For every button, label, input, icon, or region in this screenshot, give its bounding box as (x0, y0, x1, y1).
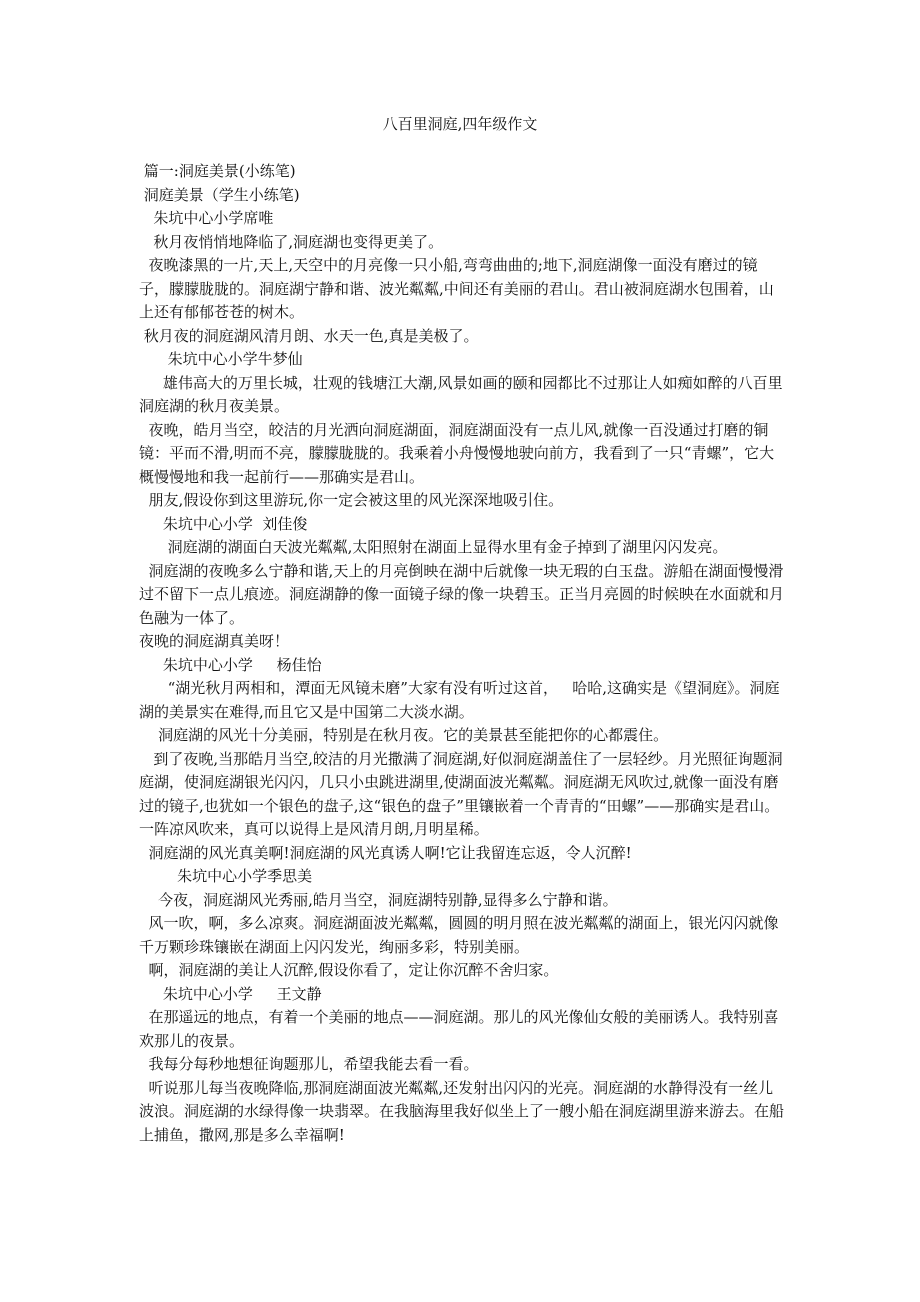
paragraph: 夜晚的洞庭湖真美呀！ (139, 632, 290, 650)
paragraph: 洞庭湖的夜晚多么宁静和谐,天上的月亮倒映在湖中后就像一块无瑕的白玉盘。游船在湖面慢慢滑过不留下一点儿痕迹。洞庭湖静的像一面镜子绿的像一块碧玉。正当月亮圆的时候映在水面就和月色融为一体了。 (139, 561, 785, 627)
paragraph: 篇一:洞庭美景(小练笔) (139, 162, 296, 180)
paragraph: 在那遥远的地点，有着一个美丽的地点——洞庭湖。那儿的风光像仙女般的美丽诱人。我特别喜欢那儿的夜景。 (139, 1008, 779, 1050)
paragraph: 秋月夜悄悄地降临了,洞庭湖也变得更美了。 (139, 232, 444, 251)
paragraph: 朋友,假设你到这里游玩,你一定会被这里的风光深深地吸引住。 (139, 491, 564, 509)
paragraph: “湖光秋月两相和，潭面无风镜未磨”大家有没有听过这首， 哈哈,这确实是《望洞庭》。洞庭湖的美景实在难得,而且它又是中国第二大淡水湖。 (139, 679, 780, 721)
paragraph: 朱坑中心小学 刘佳俊 (139, 514, 308, 533)
paragraph: 风一吹，啊，多么凉爽。洞庭湖面波光粼粼，圆圆的明月照在波光粼粼的湖面上，银光闪闪就像千万颗珍珠镶嵌在湖面上闪闪发光，绚丽多彩，特别美丽。 (139, 914, 779, 956)
paragraph: 朱坑中心小学 王文静 (139, 984, 322, 1003)
paragraph: 秋月夜的洞庭湖风清月朗、水天一色,真是美极了。 (139, 326, 479, 345)
paragraph: 洞庭湖的风光十分美丽，特别是在秋月夜。它的美景甚至能把你的心都震住。 (139, 726, 669, 744)
paragraph: 朱坑中心小学席唯 (139, 209, 274, 227)
paragraph: 朱坑中心小学季思美 (139, 867, 313, 885)
paragraph: 我每分每秒地想征询题那儿，希望我能去看一看。 (139, 1055, 479, 1073)
paragraph: 啊，洞庭湖的美让人沉醉,假设你看了，定让你沉醉不舍归家。 (139, 961, 559, 979)
paragraph: 到了夜晚,当那皓月当空,皎洁的月光撒满了洞庭湖,好似洞庭湖盖住了一层轻纱。月光照征询题洞庭湖，使洞庭湖银光闪闪，几只小虫跳进湖里,使湖面波光粼粼。洞庭湖无风吹过,就像一面没有磨过的镜子,也犹如一个银色的盘子,这“银色的盘子”里镶嵌着一个青青的“田螺”——那确实是君山。一阵凉风吹来，真可以说得上是风清月朗,月明星稀。 (139, 749, 783, 838)
paragraph: 雄伟高大的万里长城，壮观的钱塘江大潮,风景如画的颐和园都比不过那让人如痴如醉的八百里洞庭湖的秋月夜美景。 (139, 373, 783, 415)
document-body (139, 160, 787, 1147)
paragraph: 洞庭湖的湖面白天波光粼粼,太阳照射在湖面上显得水里有金子掉到了湖里闪闪发亮。 (139, 538, 728, 556)
paragraph: 朱坑中心小学 杨佳怡 (139, 655, 322, 674)
paragraph: 朱坑中心小学牛梦仙 (139, 350, 303, 368)
paragraph: 洞庭美景（学生小练笔) (139, 185, 300, 204)
paragraph: 洞庭湖的风光真美啊!洞庭湖的风光真诱人啊!它让我留连忘返，令人沉醉! (139, 843, 632, 862)
paragraph: 今夜，洞庭湖风光秀丽,皓月当空，洞庭湖特别静,显得多么宁静和谐。 (139, 890, 618, 909)
paragraph: 夜晚漆黑的一片,天上,天空中的月亮像一只小船,弯弯曲曲的;地下,洞庭湖像一面没有磨过的镜子，朦朦胧胧的。洞庭湖宁静和谐、波光粼粼,中间还有美丽的君山。君山被洞庭湖水包围着，山上还有郁郁苍苍的树木。 (139, 256, 774, 321)
paragraph: 听说那儿每当夜晚降临,那洞庭湖面波光粼粼,还发射出闪闪的光亮。洞庭湖的水静得没有一丝儿波浪。洞庭湖的水绿得像一块翡翠。在我脑海里我好似坐上了一艘小船在洞庭湖里游来游去。在船上捕鱼，撒网,那是多么幸福啊! (139, 1078, 785, 1144)
document-title: 八百里洞庭,四年级作文 (382, 115, 538, 133)
paragraph: 夜晚，皓月当空，皎洁的月光洒向洞庭湖面，洞庭湖面没有一点儿风,就像一百没通过打磨的铜镜：平而不滑,明而不亮，朦朦胧胧的。我乘着小舟慢慢地驶向前方，我看到了一只“青螺”，它大概慢慢地和我一起前行——那确实是君山。 (139, 420, 775, 486)
